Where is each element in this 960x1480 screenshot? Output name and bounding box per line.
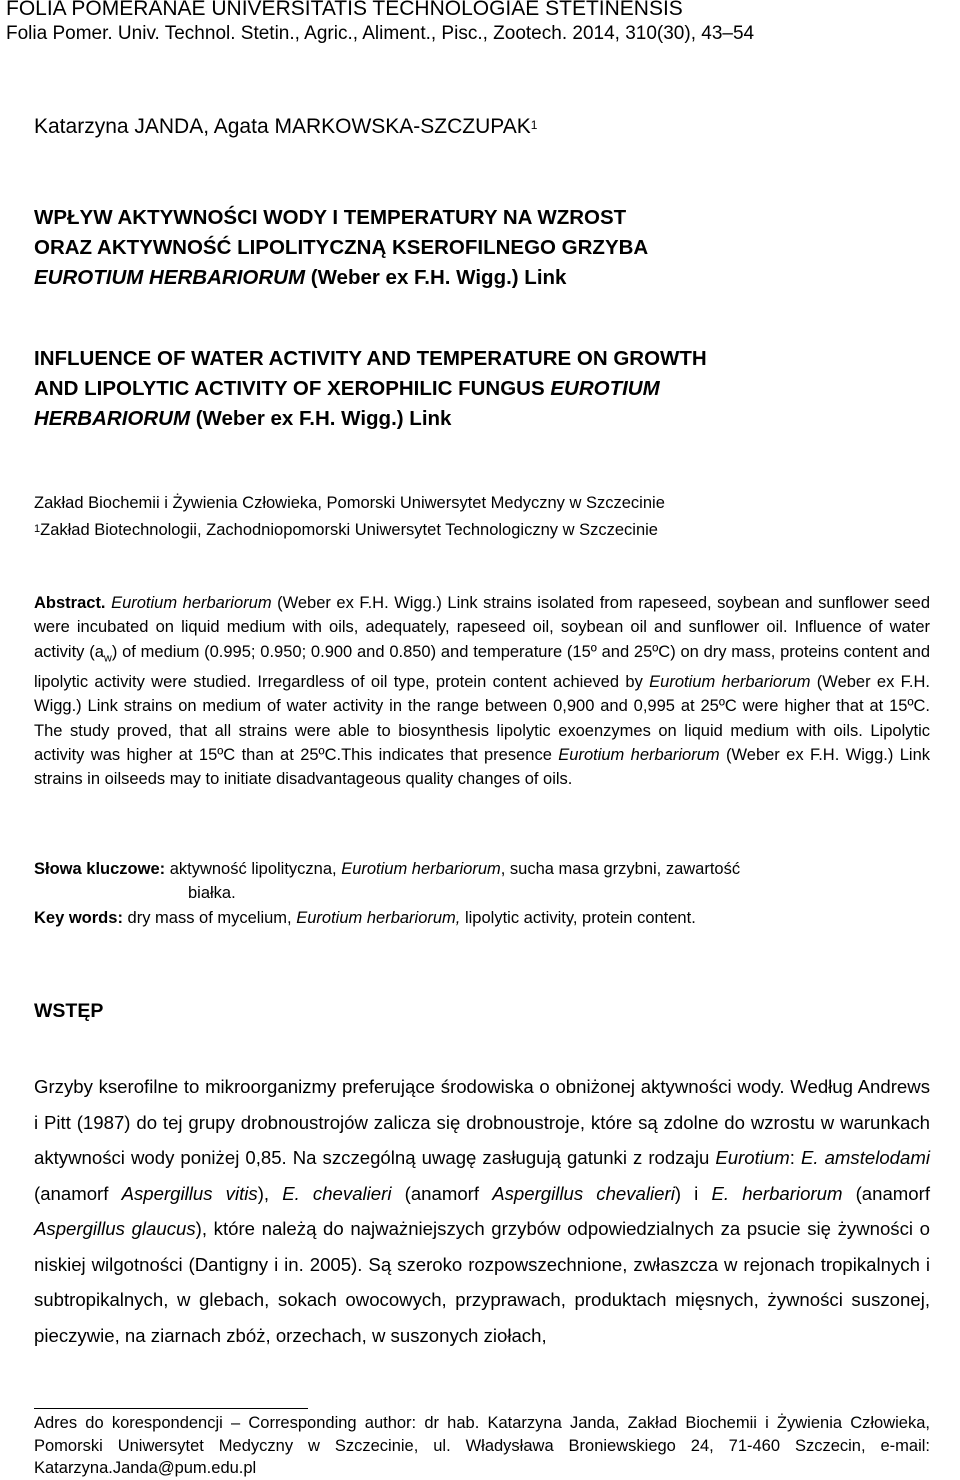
abstract-text-1: (Weber ex F.H. Wigg.) Link strains isolated from rapeseed, soybean and sunflower seed were incubated on liquid medium with oils, adequately, rapeseed oil, soybean oil and sunflower oil. Influence of water activity (a bbox=[34, 594, 930, 661]
title-pl-line2: ORAZ AKTYWNOŚĆ LIPOLITYCZNĄ KSEROFILNEGO GRZYBA bbox=[34, 236, 649, 259]
section-heading: WSTĘP bbox=[34, 1000, 104, 1022]
abstract-species-3: Eurotium herbariorum bbox=[558, 746, 720, 765]
intro-body bbox=[34, 1069, 930, 1353]
affiliation-1: Zakład Biochemii i Żywienia Człowieka, Pomorski Uniwersytet Medyczny w Szczecinie bbox=[34, 494, 665, 512]
keywords-en-species: Eurotium herbariorum, bbox=[296, 908, 461, 927]
title-pl-line1: WPŁYW AKTYWNOŚCI WODY I TEMPERATURY NA WZROST bbox=[34, 206, 627, 229]
keywords-en-label: Key words: bbox=[34, 908, 123, 927]
title-pl-line3 bbox=[34, 263, 648, 293]
title-pl-authority: (Weber ex F.H. Wigg.) Link bbox=[305, 266, 567, 289]
abstract-text-3: (Weber ex F.H. Wigg.) Link strains on medium of water activity in the range between 0,900 and 0,995 at 25ºC were higher that at 15ºC. The study proved, that all strains were able to biosynthesis lipolytic exoenzymes on liquid medium with oils. Lipolytic activity was higher at 15ºC than at 25ºC.This indicates that presence bbox=[34, 673, 931, 765]
title-en-line2 bbox=[34, 374, 707, 404]
abstract-species-1: Eurotium herbariorum bbox=[111, 594, 272, 612]
title-polish bbox=[34, 203, 648, 293]
intro-text-4: ), bbox=[257, 1182, 283, 1204]
title-en-genus: EUROTIUM bbox=[550, 377, 660, 400]
title-en-line1: INFLUENCE OF WATER ACTIVITY AND TEMPERATURE ON GROWTH bbox=[34, 347, 707, 370]
intro-italic-6: E. herbariorum bbox=[711, 1182, 843, 1204]
keywords-en-a: dry mass of mycelium, bbox=[122, 908, 297, 927]
citation-prefix: Folia Pomer. Univ. Technol. Stetin., Agric., Aliment., Pisc., Zootech. bbox=[6, 23, 568, 44]
author-superscript: 1 bbox=[530, 118, 538, 132]
intro-text-2: : bbox=[789, 1147, 801, 1168]
keywords-pl-species: Eurotium herbariorum bbox=[341, 860, 501, 878]
abstract-text-2: ) of medium (0.995; 0.950; 0.900 and 0.850) and temperature (15º and 25ºC) on dry mass, proteins content and lipolytic activity were studied. Irregardless of oil type, protein content achieved by bbox=[34, 642, 931, 692]
keywords-pl-a: aktywność lipolityczna, bbox=[165, 860, 342, 878]
title-en-line3 bbox=[34, 404, 707, 434]
affiliations bbox=[34, 490, 665, 544]
abstract-text-4: (Weber ex F.H. Wigg.) Link strains in oilseeds may to initiate disadvantageous quality changes of oils. bbox=[34, 746, 930, 789]
footnote: Adres do korespondencji – Corresponding author: dr hab. Katarzyna Janda, Zakład Biochemii i Żywienia Człowieka, Pomorski Uniwersytet Medyczny w Szczecinie, ul. Władysława Broniewskiego 24, 71-460 Szczecin, e-mail: Katarzyna.Janda@pum.edu.pl bbox=[34, 1414, 930, 1477]
author-list bbox=[34, 114, 537, 140]
intro-italic-4: E. chevalieri bbox=[282, 1182, 392, 1204]
footnote-divider bbox=[34, 1408, 308, 1409]
intro-italic-2: E. amstelodami bbox=[800, 1147, 930, 1168]
intro-text-3: (anamorf bbox=[34, 1182, 122, 1204]
title-pl-species: EUROTIUM HERBARIORUM bbox=[34, 266, 306, 289]
keywords-english bbox=[34, 906, 930, 930]
intro-text-7: (anamorf bbox=[842, 1182, 930, 1204]
intro-italic-3: Aspergillus vitis bbox=[121, 1182, 258, 1204]
authors-text: Katarzyna JANDA, Agata MARKOWSKA-SZCZUPAK bbox=[34, 115, 531, 138]
keywords-en-b: lipolytic activity, protein content. bbox=[460, 908, 696, 927]
keywords-pl-b: , sucha masa grzybni, zawartość bbox=[500, 860, 741, 878]
title-en-line2-text: AND LIPOLYTIC ACTIVITY OF XEROPHILIC FUNGUS bbox=[34, 377, 551, 400]
affiliation-2-marker: 1 bbox=[34, 523, 41, 535]
journal-name: FOLIA POMERANAE UNIVERSITATIS TECHNOLOGIAE STETINENSIS bbox=[6, 0, 683, 20]
affiliation-2 bbox=[34, 517, 665, 544]
abstract-label: Abstract. bbox=[34, 594, 106, 612]
title-english bbox=[34, 344, 707, 434]
abstract-subscript-w: w bbox=[103, 651, 112, 664]
intro-text-1: Grzyby kserofilne to mikroorganizmy preferujące środowiska o obniżonej aktywności wody. Według Andrews i Pitt (1987) do tej grupy drobnoustrojów zalicza się drobnoustroje, które są zdolne do wzrostu w warunkach aktywności wody poniżej 0,85. Na szczególną uwagę zasługują gatunki z rodzaju bbox=[34, 1076, 930, 1168]
citation-suffix: 2014, 310(30), 43–54 bbox=[572, 23, 755, 44]
journal-citation bbox=[6, 22, 754, 46]
intro-italic-1: Eurotium bbox=[715, 1147, 790, 1168]
intro-text-8: ), które należą do najważniejszych grzybów odpowiedzialnych za psucie się żywności o niskiej wilgotności (Dantigny i in. 2005). Są szeroko rozpowszechnione, zwłaszcza w rejonach tropikalnych i subtropikalnych, w glebach, sokach owocowych, przyprawach, produktach mięsnych, żywności suszonej, pieczywie, na ziarnach zbóż, orzechach, w suszonych ziołach, bbox=[34, 1218, 930, 1346]
intro-text-5: (anamorf bbox=[391, 1182, 493, 1204]
keywords bbox=[34, 857, 930, 930]
abstract bbox=[34, 591, 930, 792]
keywords-polish-cont: białka. bbox=[188, 884, 236, 903]
affiliation-2-text: Zakład Biotechnologii, Zachodniopomorski Uniwersytet Technologiczny w Szczecinie bbox=[40, 521, 658, 539]
keywords-polish bbox=[34, 857, 930, 881]
title-en-species: HERBARIORUM bbox=[34, 407, 191, 430]
title-en-authority: (Weber ex F.H. Wigg.) Link bbox=[190, 407, 452, 430]
intro-italic-5: Aspergillus chevalieri bbox=[492, 1182, 675, 1204]
intro-paragraph bbox=[34, 1069, 930, 1353]
intro-italic-7: Aspergillus glaucus bbox=[34, 1218, 196, 1239]
abstract-species-2: Eurotium herbariorum bbox=[649, 673, 811, 692]
keywords-pl-label: Słowa kluczowe: bbox=[34, 860, 166, 878]
intro-text-6: ) i bbox=[674, 1182, 712, 1204]
